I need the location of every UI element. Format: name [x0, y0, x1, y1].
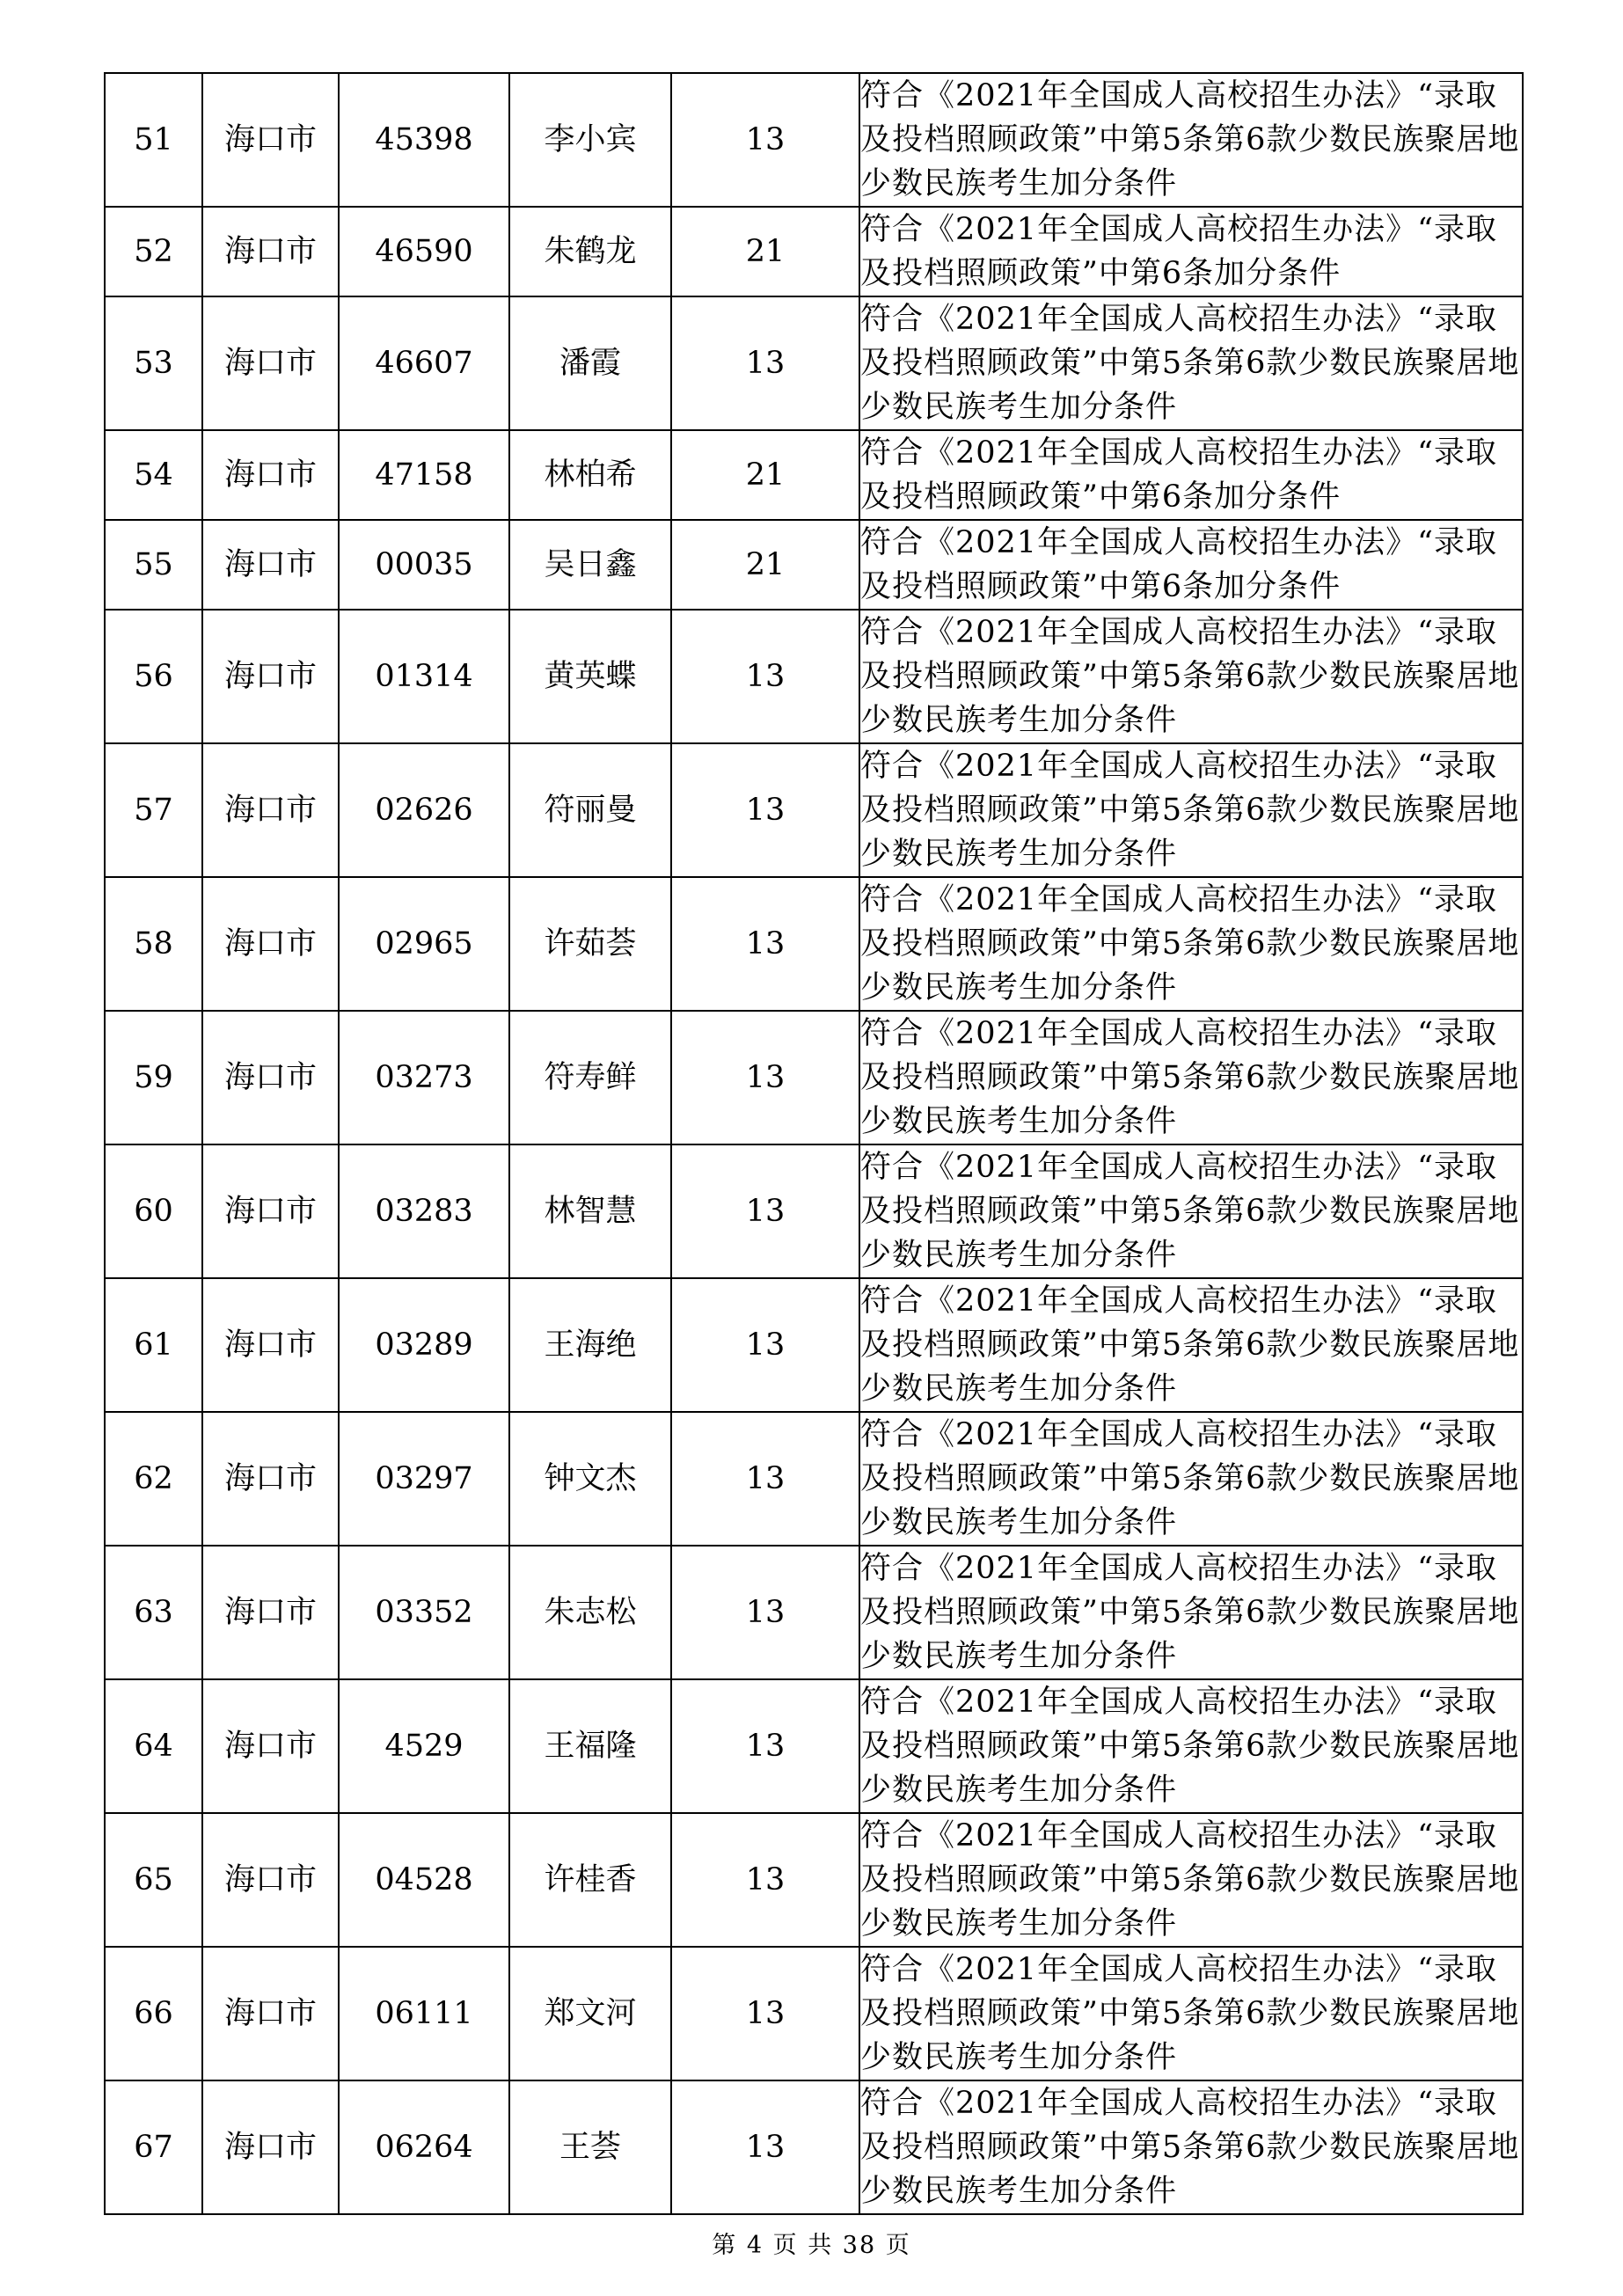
city-cell: 海口市 — [202, 1813, 339, 1947]
policy-note-cell: 符合《2021年全国成人高校招生办法》“录取及投档照顾政策”中第6条加分条件 — [859, 520, 1523, 610]
table-row — [105, 877, 1523, 1011]
table-row — [105, 207, 1523, 296]
policy-note-cell: 符合《2021年全国成人高校招生办法》“录取及投档照顾政策”中第5条第6款少数民族聚居地少数民族考生加分条件 — [859, 296, 1523, 430]
policy-note-cell: 符合《2021年全国成人高校招生办法》“录取及投档照顾政策”中第5条第6款少数民族聚居地少数民族考生加分条件 — [859, 1546, 1523, 1679]
policy-note-cell: 符合《2021年全国成人高校招生办法》“录取及投档照顾政策”中第5条第6款少数民族聚居地少数民族考生加分条件 — [859, 1412, 1523, 1546]
table-row — [105, 1278, 1523, 1412]
policy-note-cell: 符合《2021年全国成人高校招生办法》“录取及投档照顾政策”中第5条第6款少数民族聚居地少数民族考生加分条件 — [859, 1813, 1523, 1947]
policy-note-cell: 符合《2021年全国成人高校招生办法》“录取及投档照顾政策”中第5条第6款少数民族聚居地少数民族考生加分条件 — [859, 877, 1523, 1011]
policy-note-cell: 符合《2021年全国成人高校招生办法》“录取及投档照顾政策”中第5条第6款少数民族聚居地少数民族考生加分条件 — [859, 73, 1523, 207]
bonus-points-cell: 13 — [671, 1813, 859, 1947]
row-number-cell: 52 — [105, 207, 202, 296]
candidate-id-cell: 04528 — [339, 1813, 509, 1947]
bonus-points-cell: 13 — [671, 1412, 859, 1546]
candidate-id-cell: 46590 — [339, 207, 509, 296]
city-cell: 海口市 — [202, 1278, 339, 1412]
row-number-cell: 66 — [105, 1947, 202, 2080]
policy-note-cell: 符合《2021年全国成人高校招生办法》“录取及投档照顾政策”中第6条加分条件 — [859, 207, 1523, 296]
candidate-name-cell: 钟文杰 — [509, 1412, 671, 1546]
candidate-id-cell: 01314 — [339, 610, 509, 743]
bonus-points-cell: 21 — [671, 207, 859, 296]
table-row — [105, 743, 1523, 877]
bonus-points-cell: 21 — [671, 430, 859, 520]
candidate-name-cell: 许桂香 — [509, 1813, 671, 1947]
candidate-id-cell: 02965 — [339, 877, 509, 1011]
table-row — [105, 2080, 1523, 2214]
city-cell: 海口市 — [202, 520, 339, 610]
row-number-cell: 57 — [105, 743, 202, 877]
policy-note-cell: 符合《2021年全国成人高校招生办法》“录取及投档照顾政策”中第5条第6款少数民族聚居地少数民族考生加分条件 — [859, 1679, 1523, 1813]
policy-note-cell: 符合《2021年全国成人高校招生办法》“录取及投档照顾政策”中第5条第6款少数民族聚居地少数民族考生加分条件 — [859, 610, 1523, 743]
policy-note-cell: 符合《2021年全国成人高校招生办法》“录取及投档照顾政策”中第5条第6款少数民族聚居地少数民族考生加分条件 — [859, 1144, 1523, 1278]
candidate-id-cell: 06264 — [339, 2080, 509, 2214]
candidate-id-cell: 46607 — [339, 296, 509, 430]
row-number-cell: 63 — [105, 1546, 202, 1679]
row-number-cell: 62 — [105, 1412, 202, 1546]
city-cell: 海口市 — [202, 2080, 339, 2214]
candidate-id-cell: 4529 — [339, 1679, 509, 1813]
candidate-id-cell: 03289 — [339, 1278, 509, 1412]
table-row — [105, 1144, 1523, 1278]
candidate-name-cell: 林智慧 — [509, 1144, 671, 1278]
table-row — [105, 1546, 1523, 1679]
table-body — [105, 73, 1523, 2214]
bonus-points-cell: 13 — [671, 73, 859, 207]
candidate-name-cell: 王海绝 — [509, 1278, 671, 1412]
table-row — [105, 520, 1523, 610]
candidate-id-cell: 03352 — [339, 1546, 509, 1679]
candidate-name-cell: 吴日鑫 — [509, 520, 671, 610]
bonus-points-cell: 13 — [671, 877, 859, 1011]
city-cell: 海口市 — [202, 1144, 339, 1278]
bonus-points-cell: 13 — [671, 1011, 859, 1144]
bonus-points-cell: 13 — [671, 296, 859, 430]
candidate-id-cell: 00035 — [339, 520, 509, 610]
candidate-name-cell: 郑文河 — [509, 1947, 671, 2080]
policy-note-cell: 符合《2021年全国成人高校招生办法》“录取及投档照顾政策”中第5条第6款少数民族聚居地少数民族考生加分条件 — [859, 743, 1523, 877]
bonus-points-cell: 13 — [671, 1947, 859, 2080]
city-cell: 海口市 — [202, 877, 339, 1011]
bonus-points-cell: 13 — [671, 610, 859, 743]
row-number-cell: 56 — [105, 610, 202, 743]
row-number-cell: 55 — [105, 520, 202, 610]
city-cell: 海口市 — [202, 1679, 339, 1813]
row-number-cell: 60 — [105, 1144, 202, 1278]
bonus-points-cell: 21 — [671, 520, 859, 610]
row-number-cell: 54 — [105, 430, 202, 520]
row-number-cell: 64 — [105, 1679, 202, 1813]
candidate-name-cell: 符丽曼 — [509, 743, 671, 877]
bonus-points-cell: 13 — [671, 743, 859, 877]
table-row — [105, 296, 1523, 430]
city-cell: 海口市 — [202, 1947, 339, 2080]
policy-note-cell: 符合《2021年全国成人高校招生办法》“录取及投档照顾政策”中第5条第6款少数民族聚居地少数民族考生加分条件 — [859, 2080, 1523, 2214]
bonus-points-cell: 13 — [671, 1278, 859, 1412]
candidate-name-cell: 王福隆 — [509, 1679, 671, 1813]
policy-note-cell: 符合《2021年全国成人高校招生办法》“录取及投档照顾政策”中第5条第6款少数民族聚居地少数民族考生加分条件 — [859, 1011, 1523, 1144]
candidate-id-cell: 03297 — [339, 1412, 509, 1546]
bonus-points-table — [104, 72, 1524, 2215]
city-cell: 海口市 — [202, 430, 339, 520]
row-number-cell: 65 — [105, 1813, 202, 1947]
row-number-cell: 59 — [105, 1011, 202, 1144]
bonus-points-cell: 13 — [671, 1546, 859, 1679]
page-number: 第 4 页 共 38 页 — [712, 2232, 911, 2259]
city-cell: 海口市 — [202, 743, 339, 877]
policy-note-cell: 符合《2021年全国成人高校招生办法》“录取及投档照顾政策”中第6条加分条件 — [859, 430, 1523, 520]
candidate-name-cell: 朱志松 — [509, 1546, 671, 1679]
table-row — [105, 430, 1523, 520]
city-cell: 海口市 — [202, 1412, 339, 1546]
table-row — [105, 1679, 1523, 1813]
candidate-id-cell: 03273 — [339, 1011, 509, 1144]
candidate-name-cell: 李小宾 — [509, 73, 671, 207]
table-row — [105, 1412, 1523, 1546]
city-cell: 海口市 — [202, 1546, 339, 1679]
city-cell: 海口市 — [202, 296, 339, 430]
policy-note-cell: 符合《2021年全国成人高校招生办法》“录取及投档照顾政策”中第5条第6款少数民族聚居地少数民族考生加分条件 — [859, 1947, 1523, 2080]
table-row — [105, 610, 1523, 743]
candidate-id-cell: 02626 — [339, 743, 509, 877]
table-row — [105, 1011, 1523, 1144]
table-row — [105, 1947, 1523, 2080]
candidate-name-cell: 许茹荟 — [509, 877, 671, 1011]
candidate-name-cell: 黄英蝶 — [509, 610, 671, 743]
candidate-id-cell: 03283 — [339, 1144, 509, 1278]
bonus-points-cell: 13 — [671, 1679, 859, 1813]
policy-note-cell: 符合《2021年全国成人高校招生办法》“录取及投档照顾政策”中第5条第6款少数民族聚居地少数民族考生加分条件 — [859, 1278, 1523, 1412]
row-number-cell: 61 — [105, 1278, 202, 1412]
candidate-name-cell: 潘霞 — [509, 296, 671, 430]
bonus-points-cell: 13 — [671, 1144, 859, 1278]
candidate-name-cell: 林柏希 — [509, 430, 671, 520]
candidate-name-cell: 王荟 — [509, 2080, 671, 2214]
row-number-cell: 58 — [105, 877, 202, 1011]
table-row — [105, 1813, 1523, 1947]
city-cell: 海口市 — [202, 1011, 339, 1144]
candidate-id-cell: 06111 — [339, 1947, 509, 2080]
row-number-cell: 67 — [105, 2080, 202, 2214]
candidate-id-cell: 47158 — [339, 430, 509, 520]
candidate-name-cell: 符寿鲜 — [509, 1011, 671, 1144]
bonus-points-cell: 13 — [671, 2080, 859, 2214]
city-cell: 海口市 — [202, 610, 339, 743]
candidate-id-cell: 45398 — [339, 73, 509, 207]
city-cell: 海口市 — [202, 207, 339, 296]
row-number-cell: 51 — [105, 73, 202, 207]
candidate-name-cell: 朱鹤龙 — [509, 207, 671, 296]
city-cell: 海口市 — [202, 73, 339, 207]
table-row — [105, 73, 1523, 207]
row-number-cell: 53 — [105, 296, 202, 430]
